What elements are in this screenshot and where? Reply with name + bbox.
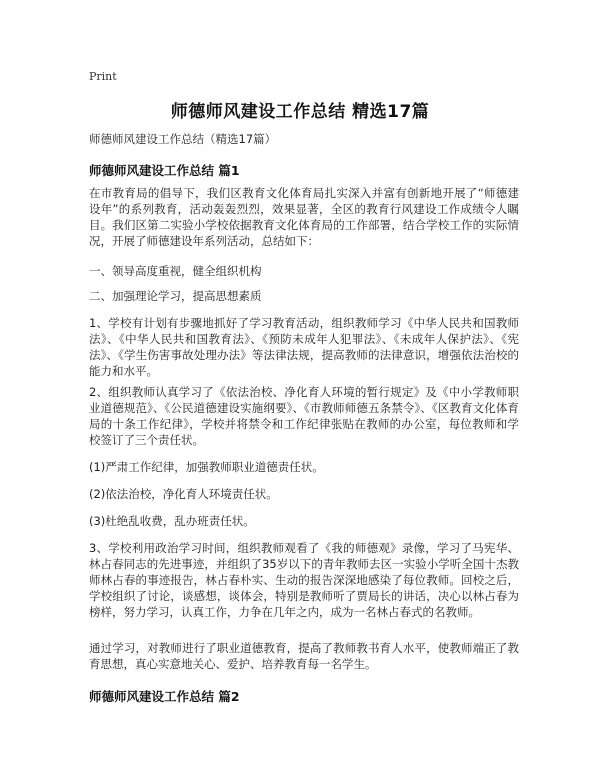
paragraph-item-2: 2、组织教师认真学习了《依法治校、净化育人环境的暂行规定》及《中小学教师职业道德规范》、《公民道德建设实施纲要》、《市教师师德五条禁令》、《区教育文化体育局的十条工作纪律》，学校并将禁令和工作纪律张贴在教师的办公室，每位教师和学校签订了三个责任状。 [89,385,519,447]
section-heading-2: 师德师风建设工作总结 篇2 [89,689,240,704]
paragraph-point-1: 一、领导高度重视，健全组织机构 [89,264,262,278]
paragraph-duty-2: (2)依法治校，净化育人环境责任状。 [89,487,278,501]
paragraph-item-1: 1、学校有计划有步骤地抓好了学习教育活动，组织教师学习《中华人民共和国教师法》、《中华人民共和国教育法》、《预防未成年人犯罪法》、《未成年人保护法》、《宪法》、《学生伤害事故处理办法》等法律法规，提高教师的法律意识，增强依法治校的能力和水平。 [89,316,519,378]
page-title: 师德师风建设工作总结 精选17篇 [170,102,430,122]
paragraph-intro: 在市教育局的倡导下，我们区教育文化体育局扎实深入并富有创新地开展了“师德建设年”的系列教育，活动轰轰烈烈，效果显著，全区的教育行风建设工作成绩令人瞩目。我们区第二实验小学校依据教育文化体育局的工作部署，结合学校工作的实际情况，开展了师德建设年系列活动，总结如下： [89,186,519,248]
paragraph-duty-1: (1)严肃工作纪律，加强教师职业道德责任状。 [89,460,324,474]
paragraph-conclusion: 通过学习，对教师进行了职业道德教育，提高了教师教书育人水平，使教师端正了教育思想，真心实意地关心、爱护、培养教育每一名学生。 [89,641,519,671]
paragraph-item-3: 3、学校利用政治学习时间，组织教师观看了《我的师德观》录像，学习了马宪华、林占春同志的先进事迹，并组织了35岁以下的青年教师去区一实验小学听全国十杰教师林占春的事迹报告，林占春朴实、生动的报告深深地感染了每位教师。回校之后，学校组织了讨论，谈感想，谈体会，特别是教师听了贾局长的讲话，决心以林占春为榜样，努力学习，认真工作，力争在几年之内，成为一名林占春式的名教师。 [89,541,519,619]
paragraph-duty-3: (3)杜绝乱收费，乱办班责任状。 [89,514,255,528]
document-subtitle: 师德师风建设工作总结（精选17篇） [89,132,277,146]
print-label[interactable]: Print [89,70,117,83]
paragraph-point-2: 二、加强理论学习，提高思想素质 [89,289,262,303]
section-heading-1: 师德师风建设工作总结 篇1 [89,163,240,178]
